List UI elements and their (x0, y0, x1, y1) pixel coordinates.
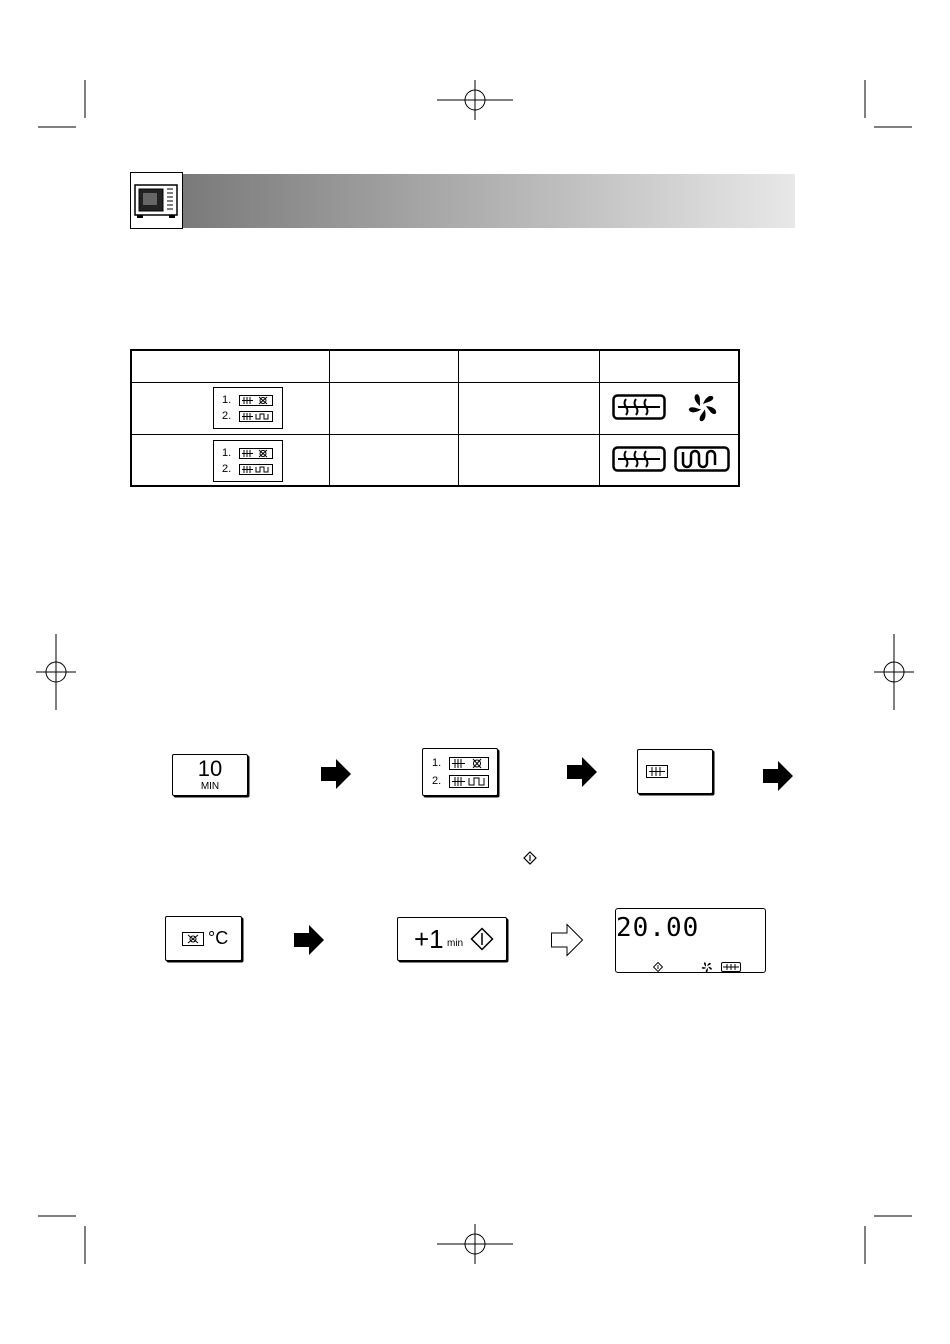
combination-key[interactable]: 1. 2. (422, 748, 498, 796)
grill-fan-symbol (239, 448, 273, 459)
heater-icon (674, 446, 730, 472)
grill-indicator-icon (721, 962, 741, 972)
grill-fan-symbol (449, 757, 489, 770)
combination-key-row-1: 1. 2. (213, 387, 283, 429)
arrow-right-icon (293, 924, 325, 956)
display-readout: 20.00 (616, 913, 700, 943)
start-indicator-icon (653, 962, 663, 972)
arrow-right-icon (320, 758, 352, 790)
fan-symbol (182, 932, 204, 946)
combination-program-table (130, 349, 740, 487)
fan-icon (684, 391, 722, 423)
grill-icon (612, 446, 666, 472)
grill-fan-symbol (239, 395, 273, 406)
grill-heater-symbol (449, 775, 489, 788)
grill-heater-symbol (239, 411, 273, 422)
outline-arrow-right-icon (550, 923, 584, 957)
grill-symbol (646, 765, 668, 778)
start-symbol-icon (523, 851, 537, 865)
microwave-icon (130, 172, 183, 229)
start-icon (470, 927, 494, 951)
oven-display (615, 908, 766, 973)
arrow-right-icon (566, 756, 598, 788)
grill-key[interactable] (637, 749, 713, 794)
grill-heater-symbol (239, 464, 273, 475)
fan-indicator-icon (701, 961, 713, 973)
ten-minutes-key[interactable]: 10 MIN (172, 754, 248, 796)
grill-icon (612, 394, 666, 420)
section-header-bar (183, 174, 795, 228)
plus-one-minute-start-key[interactable]: +1 min (397, 917, 507, 961)
arrow-right-icon (762, 760, 794, 792)
fan-temperature-key[interactable]: °C (165, 916, 242, 961)
combination-key-row-2: 1. 2. (213, 440, 283, 482)
